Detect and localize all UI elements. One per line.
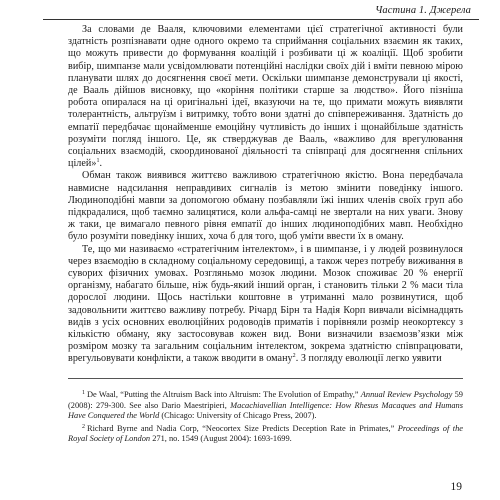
paragraph-3-text: Те, що ми називаємо «стратегічним інтелектом», і в шимпанзе, і у людей розвинулося через взаємодію в складному соціальному середовищі, а також через потребу виживання в суворих фізичних умовах. Розгляньмо мозок людини. Мозок споживає 20 % енергії організму, набагато більше, ніж будь-який інший орган, і становить тільки 2 % маси тіла дорослої людини. Щось настільки коштовне в утриманні мало розвинутися, щоб задовольнити життєво важливу потребу. Річард Бірн та Надія Корп вивчали вісімнадцять видів з усіх основних еволюційних родоводів приматів і порівняли розмір неокортексу з кількістю обману, яку застосовував кожен вид. Вони визначили взаємозв’язки між розміром мозку та загальним соціальним інтелектом, зокрема здатністю співпрацювати, врегульовувати конфлікти, а також вводити в оману [68, 243, 463, 365]
header-title: Частина 1. Джерела [375, 5, 471, 16]
paragraph-3 [68, 244, 463, 366]
paragraph-2 [68, 170, 463, 243]
footnote-ref-2: 2 [292, 353, 296, 360]
footnote-1-number: 1 [82, 390, 85, 396]
running-header [43, 4, 479, 20]
footnote-1 [68, 388, 463, 422]
paragraph-3-tail: . З погляду еволюції легко уявити [295, 353, 442, 365]
footnote-divider [68, 378, 463, 379]
paragraph-2-text: Обман також виявився життєво важливою стратегічною якістю. Вона передбачала навмисне надсилання неправдивих сигналів із метою змінити поведінку іншого. Людиноподібні мавпи за допомогою обману позбавляли їжі інших членів своїх груп або підкрадалися, щоб таємно залицятися, коли альфа-самці не звертали на них уваги. Знову ж таки, це вимагало певного рівня емпатії до інших людиноподібних мавп. Необхідно було розуміти поведінку інших, хоча б для того, щоб уміти ввести їх в оману. [68, 170, 463, 243]
paragraph-1-text: За словами де Вааля, ключовими елементами цієї стратегічної активності були здатність розпізнавати одне одного окремо та сприймання соціальних взаємин як таких, що можуть привести до формування коаліцій і розбивати ці ж коаліції. Щоб зробити вибір, шимпанзе мали усвідомлювати потенційні наслідки своїх дій і вміти певною мірою планувати шлях до досягнення своєї мети. Оскільки шимпанзе демонстрували ці якості, де Вааль дійшов висновку, що «коріння політики старше за людство». Його пізніша робота опиралася на ці оригінальні ідеї, вказуючи на те, що примати можуть виявляти толерантність, альтруїзм і витримку, тобто вони здатні до співпереживання. Здатність до емпатії передбачає щонайменше емоційну чутливість до інших і щонайбільше здатність розуміти погляд іншого. Це, як стверджував де Вааль, «важливо для врегулювання соціальних взаємодій, скоординованої діяльності та співпраці для досягнення спільних цілей» [68, 24, 463, 170]
footnote-1-text: De Waal, “Putting the Altruism Back into Altruism: The Evolution of Empathy,” Annual Review Psychology 59 (2008): 279-300. See also Dario Maestripieri, Macachiavellian Intelligence: How Rhesus Macaques and Humans Have Conquered the World (Chicago: University of Chicago Press, 2007). [68, 390, 464, 421]
body-text [68, 24, 463, 366]
footnotes [68, 388, 463, 445]
paragraph-1 [68, 24, 463, 170]
paragraph-1-tail: . [99, 158, 103, 170]
footnote-2-text: Richard Byrne and Nadia Corp, “Neocortex Size Predicts Deception Rate in Primates,” Proceedings of the Royal Society of London 271, no. 1549 (August 2004): 1693-1699. [68, 423, 463, 444]
footnote-ref-1: 1 [96, 158, 100, 165]
footnote-2 [68, 422, 463, 445]
page-number: 19 [450, 481, 462, 493]
footnote-2-number: 2 [82, 423, 85, 430]
